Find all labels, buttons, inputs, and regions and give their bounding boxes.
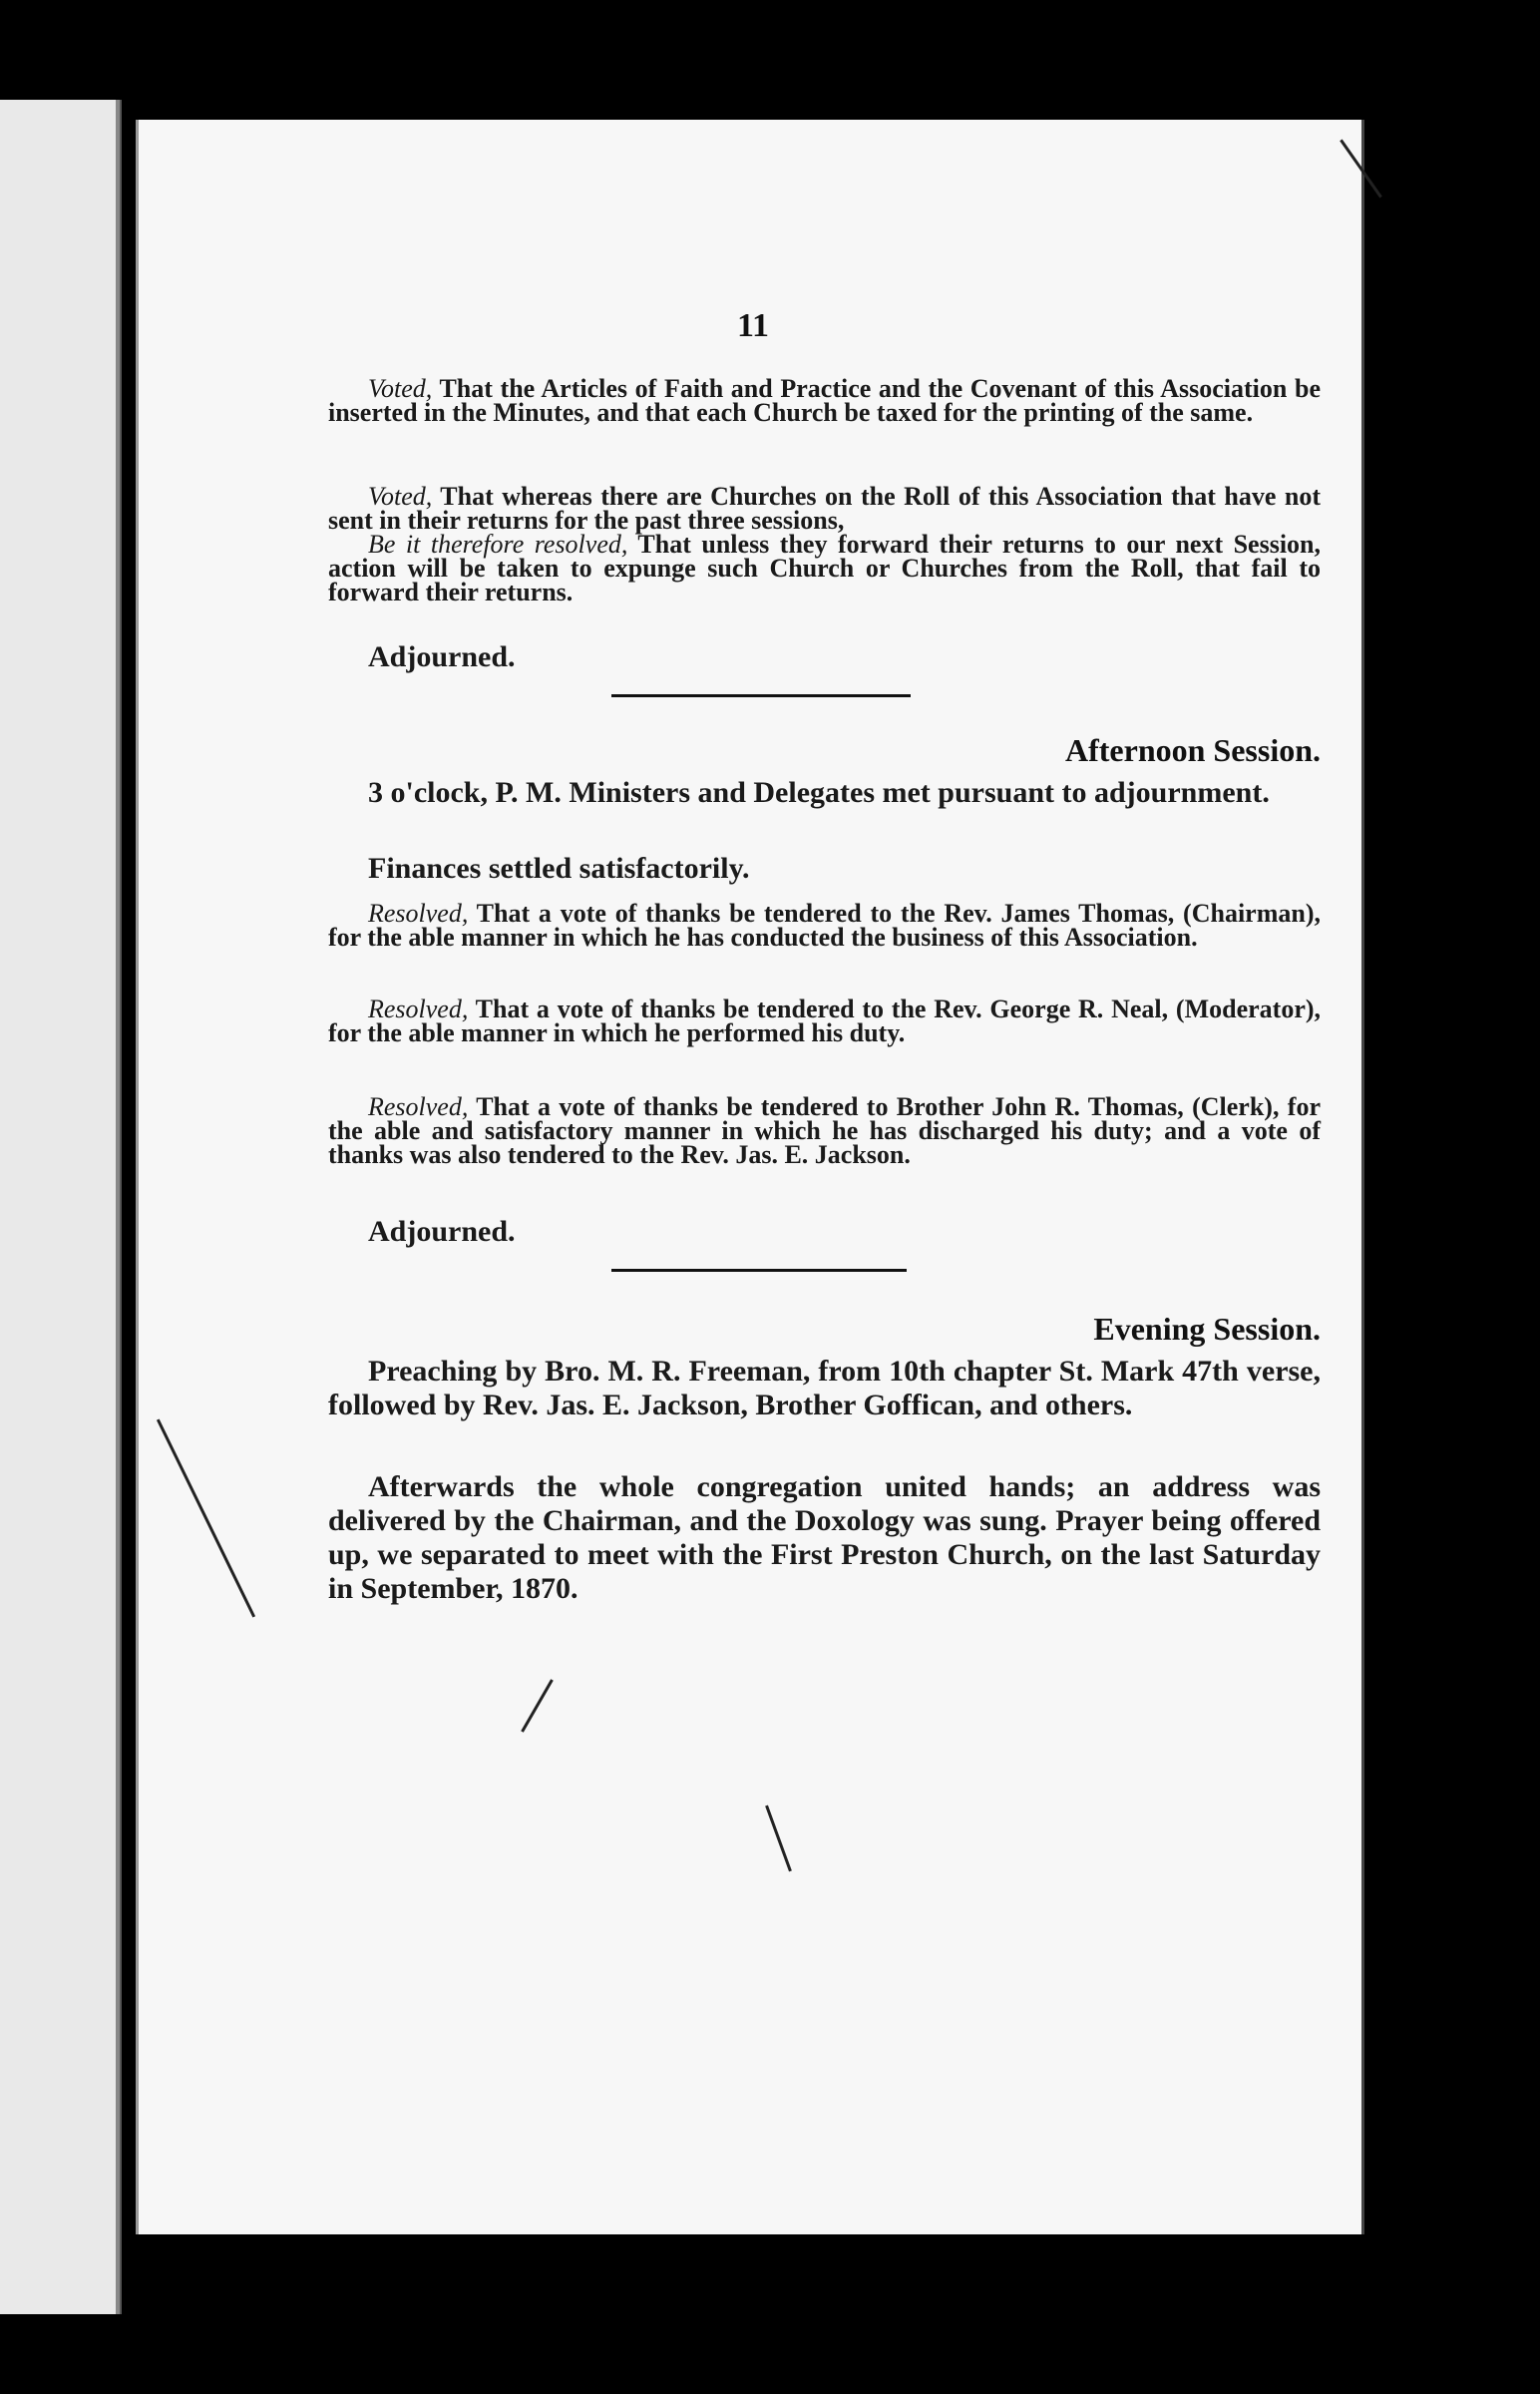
resolved-lead: Be it therefore resolved, — [368, 530, 628, 559]
voted-roll-text: That whereas there are Churches on the Roll of this Association that have not sent in their returns for the past three sessions, — [328, 482, 1322, 535]
adjourned-morning: Adjourned. — [368, 640, 516, 673]
resolved-lead: Resolved, — [368, 995, 469, 1023]
voted-lead: Voted, — [368, 482, 433, 511]
resolved-chairman-text: That a vote of thanks be tendered to the Rev. James Thomas, (Chairman), for the able manner in which he has conducted the business of this Association. — [328, 899, 1321, 952]
resolved-expunge-text: That unless they forward their returns to our next Session, action will be taken to expunge such Church or Churches from the Roll, that fail to forward their returns. — [328, 530, 1322, 606]
preaching-paragraph: Preaching by Bro. M. R. Freeman, from 10th chapter St. Mark 47th verse, followed by Rev. Jas. E. Jackson, Brother Goffican, and others. — [328, 1355, 1321, 1421]
pencil-mark — [521, 1679, 554, 1732]
voted-articles-paragraph — [328, 374, 1321, 427]
finances-line: Finances settled satisfactorily. — [368, 852, 750, 885]
section-divider — [611, 1269, 907, 1272]
resolved-expunge-paragraph — [328, 530, 1322, 606]
voted-articles-text: That the Articles of Faith and Practice and the Covenant of this Association be inserted in the Minutes, and that each Church be taxed for the printing of the same. — [328, 374, 1321, 427]
pencil-mark — [157, 1418, 255, 1617]
resolved-clerk-paragraph — [328, 1092, 1322, 1169]
resolved-moderator-text: That a vote of thanks be tendered to the Rev. George R. Neal, (Moderator), for the able manner in which he performed his duty. — [328, 995, 1322, 1047]
resolved-moderator-paragraph — [328, 995, 1322, 1047]
resolved-lead: Resolved, — [368, 1092, 469, 1121]
resolved-chairman-paragraph — [328, 899, 1321, 952]
book-page — [136, 120, 1364, 2234]
afternoon-heading: Afternoon Session. — [1064, 732, 1321, 768]
page-number: 11 — [736, 307, 770, 344]
left-page-edge — [0, 100, 122, 2314]
evening-heading: Evening Session. — [1093, 1311, 1321, 1347]
voted-lead: Voted, — [368, 374, 433, 403]
pencil-mark — [1340, 139, 1382, 198]
section-divider — [611, 694, 911, 697]
voted-roll-paragraph — [328, 482, 1322, 535]
resolved-lead: Resolved, — [368, 899, 469, 928]
pencil-mark — [765, 1805, 792, 1872]
adjourned-afternoon: Adjourned. — [368, 1215, 516, 1248]
resolved-clerk-text: That a vote of thanks be tendered to Brother John R. Thomas, (Clerk), for the able and satisfactory manner in which he has discharged his duty; and a vote of thanks was also tendered to the Rev. Jas. E. Jackson. — [328, 1092, 1322, 1169]
afternoon-opening: 3 o'clock, P. M. Ministers and Delegates met pursuant to adjournment. — [368, 776, 1270, 809]
closing-paragraph: Afterwards the whole congregation united hands; an address was delivered by the Chairman, and the Doxology was sung. Prayer being offered up, we separated to meet with the First Preston Church, on the last Saturday in September, 1870. — [328, 1470, 1321, 1605]
